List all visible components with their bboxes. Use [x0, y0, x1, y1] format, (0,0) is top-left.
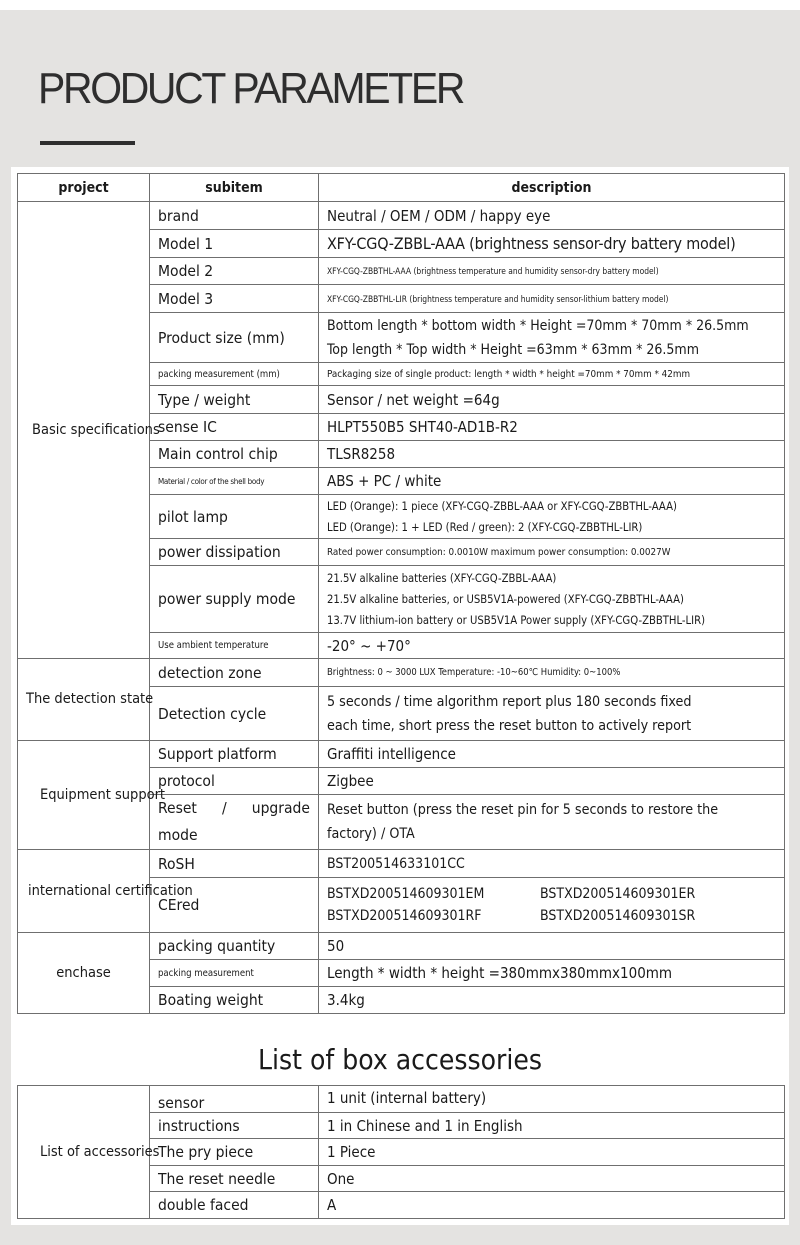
description-line: factory) / OTA [327, 826, 415, 842]
subitem-cell: power supply mode [150, 566, 319, 633]
top-white-strip [0, 0, 800, 10]
subitem-cell: packing measurement [150, 960, 319, 987]
description-line: 21.5V alkaline batteries (XFY-CGQ-ZBBL-AAA) [327, 571, 557, 585]
subitem-cell: packing measurement (mm) [150, 363, 319, 386]
description-cell [319, 566, 785, 633]
group-enchase: enchase [18, 933, 150, 1014]
subitem-cell: Support platform [150, 741, 319, 768]
group-international-certification: international certification [18, 850, 150, 933]
description-cell: XFY-CGQ-ZBBL-AAA (brightness sensor-dry battery model) [319, 230, 785, 258]
subitem-cell: protocol [150, 768, 319, 795]
description-cell: 3.4kg [319, 987, 785, 1014]
description-line: LED (Orange): 1 + LED (Red / green): 2 (XFY-CGQ-ZBBTHL-LIR) [327, 520, 643, 534]
cert-code: BSTXD200514609301SR [540, 908, 696, 924]
accessory-item: sensor [150, 1086, 319, 1113]
table-row [18, 741, 785, 768]
table-header-row [18, 174, 785, 202]
group-basic-specifications: Basic specifications [18, 202, 150, 659]
group-list-of-accessories: List of accessories [18, 1086, 150, 1219]
accessory-value: 1 in Chinese and 1 in English [319, 1113, 785, 1139]
spec-table [17, 173, 785, 1014]
description-line: 13.7V lithium-ion battery or USB5V1A Power supply (XFY-CGQ-ZBBTHL-LIR) [327, 613, 706, 627]
subitem-cell: CEred [150, 878, 319, 933]
description-cell: TLSR8258 [319, 441, 785, 468]
table-row [18, 850, 785, 878]
subitem-cell: sense IC [150, 414, 319, 441]
subitem-cell: RoSH [150, 850, 319, 878]
description-cell: Rated power consumption: 0.0010W maximum power consumption: 0.0027W [319, 539, 785, 566]
description-cell: Neutral / OEM / ODM / happy eye [319, 202, 785, 230]
description-cell: Packaging size of single product: length * width * height =70mm * 70mm * 42mm [319, 363, 785, 386]
header-project: project [18, 174, 150, 202]
subitem-cell: brand [150, 202, 319, 230]
cert-code: BSTXD200514609301ER [540, 886, 696, 902]
accessories-title: List of box accessories [257, 1043, 542, 1076]
description-cell: Length * width * height =380mmx380mmx100mm [319, 960, 785, 987]
subitem-cell: Reset / upgrade mode [150, 795, 319, 850]
subitem-cell: Model 1 [150, 230, 319, 258]
description-cell: Graffiti intelligence [319, 741, 785, 768]
cert-line [327, 883, 776, 905]
description-cell: XFY-CGQ-ZBBTHL-LIR (brightness temperature and humidity sensor-lithium battery model) [319, 285, 785, 313]
description-cell [319, 878, 785, 933]
description-line: 21.5V alkaline batteries, or USB5V1A-powered (XFY-CGQ-ZBBTHL-AAA) [327, 592, 684, 606]
description-cell [319, 495, 785, 539]
subitem-cell: Detection cycle [150, 687, 319, 741]
description-line: Reset button (press the reset pin for 5 seconds to restore the [327, 802, 719, 818]
group-equipment-support: Equipment support [18, 741, 150, 850]
accessory-item: The pry piece [150, 1139, 319, 1166]
description-cell [319, 795, 785, 850]
accessory-value: 1 unit (internal battery) [319, 1086, 785, 1113]
accessory-item: instructions [150, 1113, 319, 1139]
accessory-value: 1 Piece [319, 1139, 785, 1166]
subitem-cell: Main control chip [150, 441, 319, 468]
description-line: 5 seconds / time algorithm report plus 180 seconds fixed [327, 693, 692, 710]
description-cell: XFY-CGQ-ZBBTHL-AAA (brightness temperature and humidity sensor-dry battery model) [319, 258, 785, 285]
description-cell: Sensor / net weight =64g [319, 386, 785, 414]
description-cell [319, 313, 785, 363]
cert-code: BSTXD200514609301EM [327, 886, 485, 902]
description-line: each time, short press the reset button to actively report [327, 717, 692, 734]
subitem-cell: Product size (mm) [150, 313, 319, 363]
subitem-cell: Model 3 [150, 285, 319, 313]
table-row [18, 1086, 785, 1113]
description-line: Bottom length * bottom width * Height =70mm * 70mm * 26.5mm [327, 317, 749, 334]
accessory-value: A [319, 1192, 785, 1219]
header-subitem: subitem [150, 174, 319, 202]
subitem-cell: pilot lamp [150, 495, 319, 539]
accessory-value: One [319, 1166, 785, 1192]
accessory-item: double faced [150, 1192, 319, 1219]
cert-line [327, 905, 776, 927]
description-line: Top length * Top width * Height =63mm * 63mm * 26.5mm [327, 341, 699, 358]
subitem-cell: Type / weight [150, 386, 319, 414]
subitem-cell: Material / color of the shell body [150, 468, 319, 495]
group-detection-state: The detection state [18, 659, 150, 741]
subitem-cell: power dissipation [150, 539, 319, 566]
cert-code: BSTXD200514609301RF [327, 908, 482, 924]
table-row [18, 933, 785, 960]
description-cell: ABS + PC / white [319, 468, 785, 495]
subitem-cell: detection zone [150, 659, 319, 687]
description-cell: -20° ~ +70° [319, 633, 785, 659]
description-cell: BST200514633101CC [319, 850, 785, 878]
description-cell: Zigbee [319, 768, 785, 795]
subitem-cell: Boating weight [150, 987, 319, 1014]
description-cell [319, 687, 785, 741]
table-row [18, 659, 785, 687]
subitem-cell: Use ambient temperature [150, 633, 319, 659]
title-underline [40, 141, 135, 145]
subitem-cell: packing quantity [150, 933, 319, 960]
accessories-table [17, 1085, 785, 1219]
description-cell: 50 [319, 933, 785, 960]
table-row [18, 202, 785, 230]
page-title: PRODUCT PARAMETER [38, 64, 464, 113]
accessory-item: The reset needle [150, 1166, 319, 1192]
subitem-cell: Model 2 [150, 258, 319, 285]
description-cell: Brightness: 0 ~ 3000 LUX Temperature: -10~60℃ Humidity: 0~100% [319, 659, 785, 687]
description-line: LED (Orange): 1 piece (XFY-CGQ-ZBBL-AAA or XFY-CGQ-ZBBTHL-AAA) [327, 499, 677, 513]
description-cell: HLPT550B5 SHT40-AD1B-R2 [319, 414, 785, 441]
header-description: description [319, 174, 785, 202]
